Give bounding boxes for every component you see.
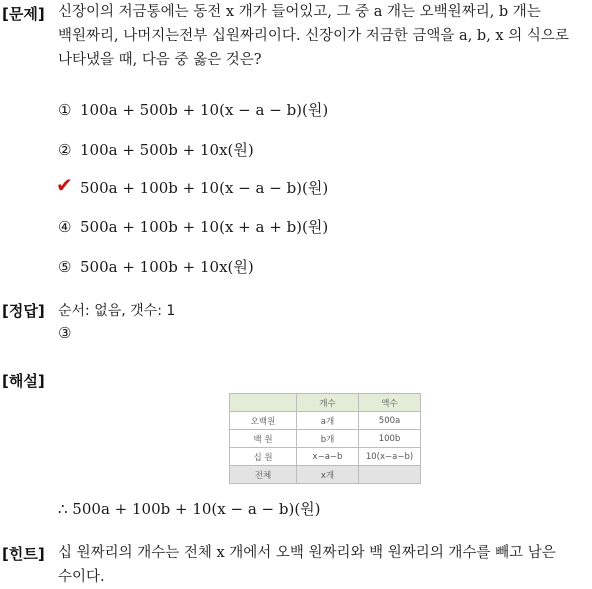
table-cell: x개: [297, 466, 359, 484]
table-cell: 오백원: [230, 412, 297, 430]
table-cell: 백 원: [230, 430, 297, 448]
table-cell: 액수: [359, 394, 421, 412]
table-cell: b개: [297, 430, 359, 448]
option-1[interactable]: [58, 99, 328, 120]
table-total-row: [230, 466, 421, 484]
answer-number: ③: [58, 324, 72, 342]
option-text: 100a + 500b + 10(x − a − b)(원): [80, 101, 329, 119]
table-row: [230, 448, 421, 466]
option-text: 500a + 100b + 10x(원): [80, 258, 254, 276]
question-line: 백원짜리, 나머지는전부 십원짜리이다. 신장이가 저금한 금액을 a, b, x 의 식으로: [58, 28, 569, 44]
table-cell: 십 원: [230, 448, 297, 466]
option-number: ①: [58, 101, 72, 119]
option-number: ⑤: [58, 258, 72, 276]
table-header-row: [230, 394, 421, 412]
hint-label: [힌트]: [2, 545, 45, 563]
hint-line: 수이다.: [58, 569, 105, 585]
solution-table: [229, 393, 421, 484]
question-label: [문제]: [2, 5, 45, 23]
table-cell: x−a−b: [297, 448, 359, 466]
table-row: [230, 412, 421, 430]
table-cell: 10(x−a−b): [359, 448, 421, 466]
explanation-conclusion: ∴ 500a + 100b + 10(x − a − b)(원): [58, 500, 321, 518]
option-number: ②: [58, 141, 72, 159]
table-cell: 500a: [359, 412, 421, 430]
check-mark-icon: ✔: [56, 173, 73, 197]
table-cell: [359, 466, 421, 484]
table-cell: a개: [297, 412, 359, 430]
table-row: [230, 430, 421, 448]
answer-line: 순서: 없음, 갯수: 1: [58, 303, 176, 319]
table-cell: 100b: [359, 430, 421, 448]
answer-label: [정답]: [2, 302, 45, 320]
option-5[interactable]: [58, 256, 254, 277]
table-cell: [230, 394, 297, 412]
hint-line: 십 원짜리의 개수는 전체 x 개에서 오백 원짜리와 백 원짜리의 개수를 빼고 남은: [58, 545, 556, 561]
option-4[interactable]: [58, 216, 328, 237]
question-line: 신장이의 저금통에는 동전 x 개가 들어있고, 그 중 a 개는 오백원짜리, b 개는: [58, 4, 541, 20]
option-2[interactable]: [58, 139, 254, 160]
explanation-label: [해설]: [2, 372, 45, 390]
option-3[interactable]: [56, 173, 329, 198]
option-text: 100a + 500b + 10x(원): [80, 141, 254, 159]
option-text: 500a + 100b + 10(x + a + b)(원): [80, 218, 329, 236]
option-text: 500a + 100b + 10(x − a − b)(원): [80, 179, 329, 197]
question-line: 나타냈을 때, 다음 중 옳은 것은?: [58, 52, 262, 68]
option-number: ④: [58, 218, 72, 236]
table-cell: 개수: [297, 394, 359, 412]
table-cell: 전체: [230, 466, 297, 484]
